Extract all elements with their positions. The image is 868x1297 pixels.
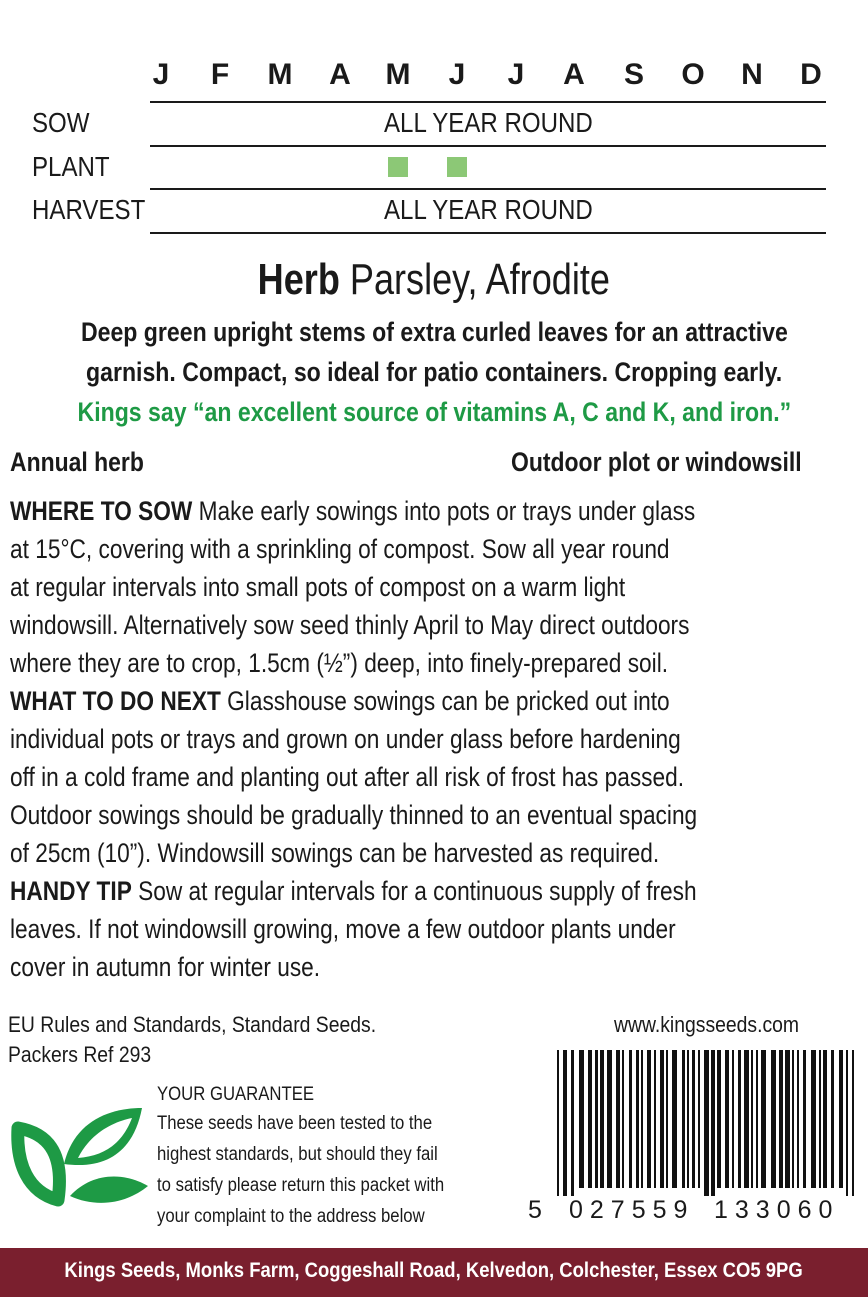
- handy-tip-line: cover in autumn for winter use.: [10, 952, 321, 982]
- barcode-digits-left: 027559: [569, 1196, 695, 1224]
- barcode-bar: [823, 1050, 827, 1188]
- barcode-bar: [660, 1050, 664, 1188]
- where-to-sow-line: where they are to crop, 1.5cm (½”) deep, into finely-prepared soil.: [10, 648, 669, 678]
- barcode: [555, 1050, 861, 1196]
- barcode-bar: [629, 1050, 632, 1188]
- barcode-bar: [811, 1050, 816, 1188]
- where-to-sow-line: at regular intervals into small pots of compost on a warm light: [10, 572, 626, 602]
- barcode-bar: [654, 1050, 656, 1188]
- barcode-bar: [616, 1050, 620, 1188]
- what-to-do-next-line: WHAT TO DO NEXT Glasshouse sowings can be pricked out into: [10, 686, 670, 716]
- footer-bar: [0, 1248, 868, 1297]
- what-to-do-next-line: Outdoor sowings should be gradually thinned to an eventual spacing: [10, 800, 698, 830]
- where-to-sow-heading: WHERE TO SOW: [10, 496, 193, 526]
- barcode-bar: [803, 1050, 806, 1188]
- handy-tip-heading: HANDY TIP: [10, 876, 132, 906]
- barcode-bar: [672, 1050, 677, 1188]
- kings-quote: Kings say “an excellent source of vitamins A, C and K, and iron.”: [77, 397, 791, 427]
- barcode-bar: [687, 1050, 689, 1188]
- month-dec: D: [800, 58, 822, 91]
- month-nov: N: [741, 58, 763, 91]
- barcode-bar: [756, 1050, 758, 1188]
- website-link[interactable]: www.kingsseeds.com: [614, 1012, 800, 1037]
- where-to-sow-line: WHERE TO SOW Make early sowings into pots or trays under glass: [10, 496, 696, 526]
- barcode-bar: [717, 1050, 721, 1188]
- barcode-bar: [725, 1050, 729, 1188]
- barcode-bar: [704, 1050, 709, 1196]
- packers-ref: Packers Ref 293: [8, 1042, 152, 1067]
- barcode-bar: [744, 1050, 749, 1188]
- calendar-divider: [150, 101, 826, 103]
- guarantee-line: highest standards, but should they fail: [157, 1144, 438, 1165]
- month-jul: J: [507, 58, 525, 91]
- guarantee-line: These seeds have been tested to the: [157, 1113, 433, 1134]
- calendar-divider: [150, 188, 826, 190]
- month-may: M: [385, 58, 411, 91]
- what-to-do-next-line: of 25cm (10”). Windowsill sowings can be harvested as required.: [10, 838, 660, 868]
- barcode-bar: [647, 1050, 651, 1188]
- barcode-bar: [732, 1050, 734, 1188]
- description-line: Deep green upright stems of extra curled leaves for an attractive: [80, 317, 788, 347]
- barcode-bar: [692, 1050, 695, 1188]
- barcode-bar: [636, 1050, 639, 1188]
- month-feb: F: [210, 58, 230, 91]
- barcode-bar: [557, 1050, 559, 1196]
- row-label-plant: PLANT: [32, 151, 110, 182]
- handy-tip-line: HANDY TIP Sow at regular intervals for a continuous supply of fresh: [10, 876, 697, 906]
- row-label-sow: SOW: [32, 107, 90, 138]
- barcode-digits-right: 133060: [714, 1196, 840, 1224]
- barcode-bar: [846, 1050, 848, 1196]
- month-oct: O: [681, 58, 705, 91]
- barcode-bar: [682, 1050, 685, 1188]
- barcode-bar: [595, 1050, 598, 1188]
- month-jun: J: [448, 58, 466, 91]
- barcode-bar: [751, 1050, 753, 1188]
- barcode-bar: [839, 1050, 843, 1188]
- what-to-do-next-line: individual pots or trays and grown on under glass before hardening: [10, 724, 681, 754]
- where-to-sow-line: windowsill. Alternatively sow seed thinly April to May direct outdoors: [10, 610, 690, 640]
- what-to-do-next-heading: WHAT TO DO NEXT: [10, 686, 221, 716]
- month-aug: A: [563, 58, 585, 91]
- barcode-bar: [600, 1050, 604, 1188]
- growing-location: Outdoor plot or windowsill: [511, 447, 802, 477]
- where-to-sow-line: at 15°C, covering with a sprinkling of compost. Sow all year round: [10, 534, 670, 564]
- month-mar: M: [267, 58, 293, 91]
- barcode-bar: [761, 1050, 766, 1188]
- barcode-bar: [738, 1050, 741, 1188]
- month-apr: A: [329, 58, 351, 91]
- month-jan: J: [152, 58, 170, 91]
- barcode-digit-prefix: 5: [528, 1196, 542, 1224]
- barcode-bar: [785, 1050, 790, 1188]
- barcode-bar: [563, 1050, 567, 1196]
- handy-tip-line: leaves. If not windowsill growing, move a few outdoor plants under: [10, 914, 676, 944]
- barcode-bar: [797, 1050, 799, 1188]
- guarantee-line: your complaint to the address below: [157, 1206, 425, 1227]
- barcode-bar: [571, 1050, 574, 1196]
- what-to-do-next-line: off in a cold frame and planting out after all risk of frost has passed.: [10, 762, 685, 792]
- barcode-bar: [622, 1050, 624, 1188]
- barcode-bar: [588, 1050, 592, 1188]
- row-label-harvest: HARVEST: [32, 194, 146, 225]
- plant-type: Annual herb: [10, 447, 144, 477]
- standards-text: EU Rules and Standards, Standard Seeds.: [8, 1012, 377, 1037]
- barcode-bar: [819, 1050, 821, 1188]
- footer-address: Kings Seeds, Monks Farm, Coggeshall Road, Kelvedon, Colchester, Essex CO5 9PG: [64, 1259, 804, 1282]
- barcode-bar: [641, 1050, 643, 1188]
- leaf-logo-icon: [8, 1100, 150, 1210]
- barcode-bar: [779, 1050, 783, 1188]
- barcode-bar: [711, 1050, 715, 1196]
- description-line: garnish. Compact, so ideal for patio containers. Cropping early.: [85, 357, 783, 387]
- plant-marker-jun: [447, 157, 467, 177]
- barcode-bar: [831, 1050, 834, 1188]
- barcode-bar: [666, 1050, 668, 1188]
- calendar-divider: [150, 145, 826, 147]
- harvest-period: ALL YEAR ROUND: [383, 194, 593, 225]
- product-name: Parsley, Afrodite: [350, 255, 611, 304]
- product-title: [0, 255, 868, 305]
- month-sep: S: [623, 58, 644, 91]
- guarantee-heading: YOUR GUARANTEE: [157, 1084, 315, 1105]
- barcode-bar: [792, 1050, 794, 1188]
- plant-marker-may: [388, 157, 408, 177]
- product-category: Herb: [257, 255, 341, 304]
- barcode-bar: [771, 1050, 776, 1188]
- calendar-divider: [150, 232, 826, 234]
- sow-period: ALL YEAR ROUND: [383, 107, 593, 138]
- barcode-bar: [579, 1050, 584, 1188]
- barcode-bar: [698, 1050, 700, 1188]
- barcode-bar: [607, 1050, 612, 1188]
- guarantee-line: to satisfy please return this packet with: [157, 1175, 445, 1196]
- barcode-bar: [852, 1050, 854, 1196]
- barcode-bars: [555, 1050, 861, 1196]
